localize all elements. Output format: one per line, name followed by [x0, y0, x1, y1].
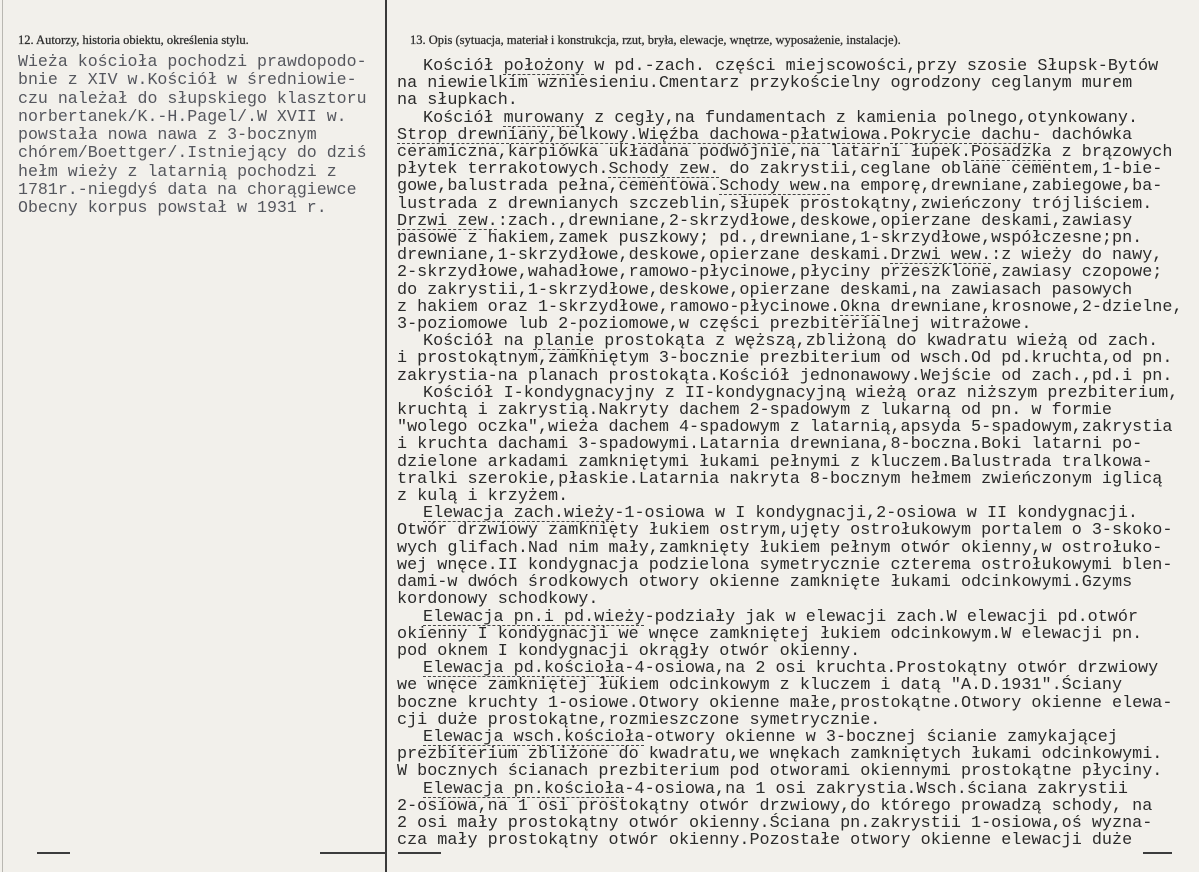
underlined-term: Pokrycie dachu-	[890, 125, 1042, 145]
underlined-term: położony	[503, 57, 585, 76]
description-line	[397, 402, 1193, 419]
text-segment: Kościół	[423, 108, 504, 128]
history-line: 1781r.-niegdyś data na chorągiewce	[18, 179, 357, 199]
text-segment: w pd.-zach. części miejscowości,przy szosie Słupsk-Bytów	[584, 57, 1159, 76]
text-segment: wej wnęce.II kondygnacja podzielona symetrycznie czterema ostrołukowymi blen-	[397, 555, 1173, 575]
text-segment: Kościół	[423, 57, 504, 76]
text-segment: -otwory okienne w 3-bocznej ścianie zamykającej	[644, 727, 1118, 747]
text-segment: na słupkach.	[397, 91, 518, 111]
text-segment: gowe,balustrada pełna,cementowa.	[397, 177, 720, 197]
history-line: czu należał do słupskiego klasztoru	[18, 88, 367, 108]
text-segment: .	[880, 125, 891, 145]
description-paragraph	[397, 660, 1193, 729]
history-line: powstała nowa nawa z 3-bocznym	[18, 125, 317, 144]
description-line	[397, 781, 1193, 798]
text-segment: dzielone arkadami zamkniętymi łukami pełnymi z kluczem.Balustrada tralkowa-	[397, 452, 1153, 472]
description-line	[397, 574, 1193, 591]
text-segment: .	[628, 125, 639, 145]
text-segment: Kościół I-kondygnacyjny z II-kondygnacyjną wieżą oraz niższym prezbiterium,	[423, 383, 1179, 403]
description-paragraph	[397, 58, 1193, 110]
description-paragraph	[397, 333, 1193, 385]
history-line: Wieża kościoła pochodzi prawdopodo-	[18, 52, 367, 71]
text-segment: 2-skrzydłowe,wahadłowe,ramowo-płycinowe,płyciny przeszklone,zawiasy czopowe;	[397, 263, 1163, 283]
underlined-term: Elewacja wsch.kościoła	[423, 727, 645, 747]
description-line	[397, 436, 1193, 453]
description-line	[397, 695, 1193, 712]
underlined-term: Drzwi zew.	[397, 211, 498, 231]
text-segment: tralki szerokie,płaskie.Latarnia nakryta 8-bocznym hełmem zwieńczonym iglicą	[397, 469, 1163, 489]
description-line	[397, 196, 1193, 213]
description-paragraph	[397, 110, 1193, 334]
description-line	[397, 677, 1193, 694]
section-13-header: 13. Opis (sytuacja, materiał i konstrukcja, rzut, bryła, elewacje, wnętrze, wyposażenie, instalacje).	[410, 33, 901, 47]
description-line	[397, 230, 1193, 247]
history-line: norbertanek/K.-H.Pagel/.W XVII w.	[18, 106, 347, 126]
text-segment: kruchtą i zakrystią.Nakryty dachem 2-spadowym z lukarną od pn. w formie	[397, 401, 1112, 421]
description-line	[397, 58, 1193, 75]
text-segment: "wolego oczka",wieża dachem 4-spadowym z latarnią,apsyda 5-spadowym,zakrystia	[397, 418, 1173, 438]
description-line	[397, 316, 1193, 333]
text-segment: W bocznych ścianach prezbiterium pod otworami okiennymi prostokątne płyciny.	[397, 762, 1163, 782]
description-line	[397, 763, 1193, 780]
text-segment: ceramiczna,karpiówka układana podwójnie,na latarni łupek.	[397, 143, 972, 163]
text-segment: -1-osiowa w I kondygnacji,2-osiowa w II kondygnacji.	[614, 504, 1139, 524]
description-line	[397, 729, 1193, 746]
description-line	[397, 247, 1193, 264]
text-segment: Otwór drzwiowy zamknięty łukiem ostrym,ujęty ostrołukowym portalem o 3-skoko-	[397, 521, 1173, 541]
description-line	[397, 110, 1193, 127]
description-line	[397, 712, 1193, 729]
text-segment: na emporę,drewniane,zabiegowe,ba-	[830, 177, 1163, 197]
text-segment: dami-w dwóch środkowych otwory okienne zamknięte łukami odcinkowymi.Gzyms	[397, 573, 1133, 593]
description-line	[397, 385, 1193, 402]
description-line	[397, 75, 1193, 92]
text-segment: -4-osiowa,na 1 osi zakrystia.Wsch.ściana zakrystii	[624, 779, 1128, 799]
description-line	[397, 299, 1193, 316]
description-line	[397, 522, 1193, 539]
text-segment: 2 osi mały prostokątny otwór okienny.Ściana pn.zakrystii 1-osiowa,oś wyzna-	[397, 813, 1153, 833]
underlined-term: Schody zew.	[608, 160, 720, 180]
text-segment: na niewielkim wzniesieniu.Cmentarz przykościelny ogrodzony ceglanym murem	[397, 74, 1133, 94]
underlined-term: Elewacja zach.wieży	[423, 504, 615, 524]
section-12-header: 12. Autorzy, historia obiektu, określenia stylu.	[18, 33, 249, 47]
text-segment: zakrystia-na planach prostokąta.Kościół jednonawowy.Wejście od zach.,pd.i pn.	[397, 366, 1173, 386]
text-segment: 3-poziomowe lub 2-poziomowe,w części prezbiterialnej witrażowe.	[397, 315, 1032, 335]
history-line: Obecny korpus powstał w 1931 r.	[18, 198, 327, 217]
form-rule-mark	[398, 852, 441, 854]
text-segment: z kulą i krzyżem.	[397, 487, 569, 507]
text-segment: :z wieży do nawy,	[991, 246, 1163, 266]
text-segment: kordonowy schodkowy.	[397, 590, 599, 610]
text-segment: do zakrystii,ceglane oblane cementem,1-bie-	[719, 160, 1163, 180]
text-segment: lustrada z drewnianych szczeblin,słupek prostokątny,zwieńczony trójliściem.	[397, 194, 1153, 214]
text-segment: wych glifach.Nad nim mały,zamknięty łukiem pełnym otwór okienny,w ostrołuko-	[397, 538, 1163, 558]
text-segment: drewniane,1-skrzydłowe,deskowe,opierzane deskami.	[397, 246, 891, 266]
history-line: hełm wieży z latarnią pochodzi z	[18, 161, 337, 181]
description-line	[397, 144, 1193, 161]
text-segment: z hakiem oraz 1-skrzydłowe,ramowo-płycinowe.	[397, 297, 841, 317]
text-segment: do zakrystii,1-skrzydłowe,deskowe,opierzane deskami,na zawiasach pasowych	[397, 280, 1133, 300]
description-line	[397, 333, 1193, 350]
description-line	[397, 626, 1193, 643]
text-segment: prostokąta z węższą,zbliżoną do kwadratu wieżą od zach.	[594, 332, 1159, 352]
description-line	[397, 213, 1193, 230]
text-segment: :zach.,drewniane,2-skrzydłowe,deskowe,opierzane deskami,zawiasy	[497, 211, 1133, 231]
description-paragraph	[397, 781, 1193, 850]
text-segment: drewniane,krosnowe,2-dzielne,	[880, 297, 1183, 317]
underlined-term: Schody wew.	[719, 177, 831, 197]
text-segment: z brązowych	[1051, 143, 1173, 163]
description-line	[397, 419, 1193, 436]
description-line	[397, 540, 1193, 557]
history-line: chórem/Boettger/.Istniejący do dziś	[18, 143, 367, 163]
text-segment: we wnęce zamkniętej łukiem odcinkowym z kluczem i datą "A.D.1931".Ściany	[397, 676, 1123, 696]
description-line	[397, 505, 1193, 522]
description-line	[397, 454, 1193, 471]
description-line	[397, 92, 1193, 109]
text-segment: dachówka	[1041, 125, 1133, 145]
form-rule-mark	[37, 852, 70, 854]
description-text	[397, 58, 1193, 849]
description-line	[397, 660, 1193, 677]
description-line	[397, 264, 1193, 281]
text-segment: pod oknem I kondygnacji okrągły otwór okienny.	[397, 641, 861, 661]
text-segment: i prostokątnym,zamkniętym 3-bocznie prezbiterium od wsch.Od pd.kruchta,od pn.	[397, 349, 1173, 369]
text-segment: prezbiterium zbliżone do kwadratu,we wnękach zamkniętych łukami odcinkowymi.	[397, 745, 1163, 765]
description-line	[397, 746, 1193, 763]
description-line	[397, 591, 1193, 608]
underlined-term: Elewacja pn.kościoła	[423, 779, 625, 799]
underlined-term: murowany	[503, 108, 585, 128]
description-line	[397, 178, 1193, 195]
description-line	[397, 832, 1193, 849]
text-segment: 2-osiowa,na 1 osi prostokątny otwór drzwiowy,do którego prowadzą schody, na	[397, 796, 1153, 816]
description-line	[397, 798, 1193, 815]
text-segment: cji duże prostokątne,rozmieszczone symetrycznie.	[397, 710, 881, 730]
history-line: bnie z XIV w.Kościół w średniowie-	[18, 70, 357, 90]
form-rule-mark	[1143, 852, 1172, 854]
text-segment: z cegły,na fundamentach z kamienia polnego,otynkowany.	[584, 108, 1139, 128]
description-line	[397, 368, 1193, 385]
text-segment: -4-osiowa,na 2 osi kruchta.Prostokątny otwór drzwiowy	[624, 659, 1159, 679]
text-segment: pasowe z hakiem,zamek puszkowy; pd.,drewniane,1-skrzydłowe,współczesne;pn.	[397, 229, 1143, 249]
text-segment: i kruchta dachami 3-spadowymi.Latarnia drewniana,8-boczna.Boki latarni po-	[397, 435, 1143, 455]
description-line	[397, 557, 1193, 574]
description-line	[397, 161, 1193, 178]
underlined-term: Strop drewniany,belkowy	[397, 125, 629, 145]
history-text	[18, 53, 380, 217]
underlined-term: Więźba dachowa-płatwiowa	[638, 125, 881, 145]
text-segment: okienny I kondygnacji we wnęce zamkniętej łukiem odcinkowym.W elewacji pn.	[397, 624, 1143, 644]
column-divider	[385, 0, 387, 872]
underlined-term: Elewacja pd.kościoła	[423, 659, 625, 679]
text-segment: boczne kruchty 1-osiowe.Otwory okienne małe,prostokątne.Otwory okienne elewa-	[397, 693, 1173, 713]
underlined-term: Drzwi wew.	[890, 246, 992, 266]
description-line	[397, 350, 1193, 367]
text-segment: Kościół na	[423, 332, 534, 352]
underlined-term: planie	[533, 332, 595, 352]
underlined-term: Elewacja pn.i pd.wieży	[423, 607, 645, 627]
description-line	[397, 815, 1193, 832]
description-line	[397, 488, 1193, 505]
description-line	[397, 471, 1193, 488]
description-line	[397, 282, 1193, 299]
text-segment: płytek terrakotowych.	[397, 160, 609, 180]
description-paragraph	[397, 729, 1193, 781]
description-paragraph	[397, 505, 1193, 608]
text-segment: -podziały jak w elewacji zach.W elewacji pd.otwór	[644, 607, 1139, 627]
page-edge-line	[2, 0, 3, 872]
underlined-term: Okna	[840, 297, 881, 317]
description-line	[397, 609, 1193, 626]
description-paragraph	[397, 609, 1193, 661]
description-paragraph	[397, 385, 1193, 505]
text-segment: cza mały prostokątny otwór okienny.Pozostałe otwory okienne elewacji duże	[397, 831, 1133, 851]
description-line	[397, 127, 1193, 144]
form-rule-mark	[320, 852, 386, 854]
description-line	[397, 643, 1193, 660]
underlined-term: Posadzka	[971, 143, 1052, 163]
